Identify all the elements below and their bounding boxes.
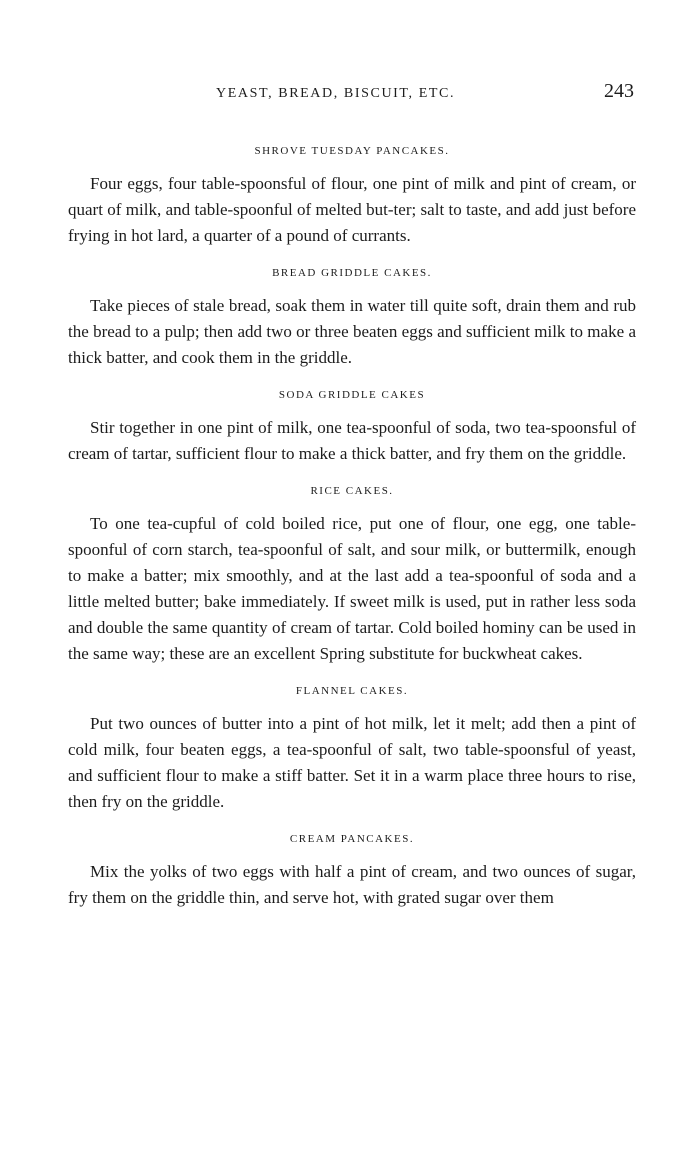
recipe-title: BREAD GRIDDLE CAKES. bbox=[272, 267, 432, 279]
recipe-cream-pancakes bbox=[68, 831, 636, 911]
page-number: 243 bbox=[604, 80, 634, 102]
recipe-title: FLANNEL CAKES. bbox=[295, 685, 409, 697]
recipe-body: To one tea-cupful of cold boiled rice, put one of flour, one egg, one table-spoonful of corn starch, tea-spoonful of salt, and sour milk, or buttermilk, enough to make a batter; mix smoothly, and at the last add a tea-spoonful of soda and a little melted butter; bake immediately. If sweet milk is used, put in rather less soda and double the same quantity of cream of tartar. Cold boiled hominy can be used in the same way; these are an excellent Spring substitute for buckwheat cakes. bbox=[68, 514, 636, 663]
recipe-flannel-cakes bbox=[68, 683, 636, 815]
recipe-body: Mix the yolks of two eggs with half a pint of cream, and two ounces of sugar, fry them on the griddle thin, and serve hot, with grated sugar over them bbox=[68, 862, 636, 907]
recipe-rice-cakes bbox=[68, 483, 636, 667]
recipe-body: Four eggs, four table-spoonsful of flour, one pint of milk and pint of cream, or quart of milk, and table-spoonful of melted but-ter; salt to taste, and add just before frying in hot lard, a quarter of a pound of currants. bbox=[68, 174, 636, 245]
page-content bbox=[68, 143, 636, 927]
recipe-body: Take pieces of stale bread, soak them in water till quite soft, drain them and rub the bread to a pulp; then add two or three beaten eggs and sufficient milk to make a thick batter, and cook them in the griddle. bbox=[68, 296, 636, 367]
recipe-soda-griddle-cakes bbox=[68, 387, 636, 467]
recipe-title: SHROVE TUESDAY PANCAKES. bbox=[254, 145, 450, 157]
recipe-shrove-tuesday-pancakes bbox=[68, 143, 636, 249]
running-title: YEAST, BREAD, BISCUIT, ETC. bbox=[216, 86, 456, 101]
recipe-body: Stir together in one pint of milk, one tea-spoonful of soda, two tea-spoonsful of cream of tartar, sufficient flour to make a thick batter, and fry them on the griddle. bbox=[68, 418, 636, 463]
recipe-body: Put two ounces of butter into a pint of hot milk, let it melt; add then a pint of cold milk, four beaten eggs, a tea-spoonful of salt, two table-spoonsful of yeast, and sufficient flour to make a stiff batter. Set it in a warm place three hours to rise, then fry on the griddle. bbox=[68, 714, 636, 811]
recipe-title: SODA GRIDDLE CAKES bbox=[278, 389, 426, 401]
recipe-title: RICE CAKES. bbox=[310, 485, 394, 497]
recipe-title: CREAM PANCAKES. bbox=[289, 833, 415, 845]
running-header bbox=[0, 80, 700, 110]
recipe-bread-griddle-cakes bbox=[68, 265, 636, 371]
